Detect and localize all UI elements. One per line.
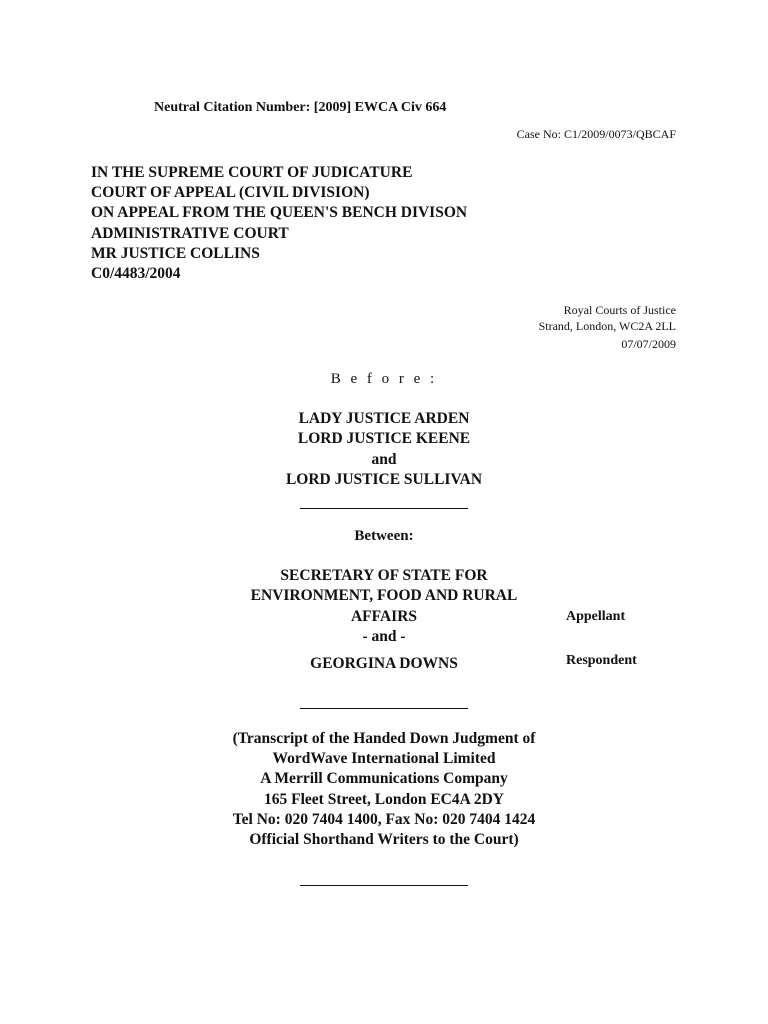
address-line: Royal Courts of Justice bbox=[563, 303, 676, 317]
appellant-name-line: SECRETARY OF STATE FOR bbox=[280, 567, 488, 584]
judge-name: LADY JUSTICE ARDEN bbox=[298, 410, 470, 427]
between-label: Between: bbox=[354, 528, 414, 544]
court-address bbox=[539, 302, 676, 352]
court-line: ADMINISTRATIVE COURT bbox=[91, 224, 289, 242]
before-label: B e f o r e : bbox=[330, 371, 438, 387]
appellant-name-line: ENVIRONMENT, FOOD AND RURAL bbox=[250, 587, 518, 605]
case-number: Case No: C1/2009/0073/QBCAF bbox=[516, 127, 676, 141]
transcript-notice bbox=[184, 729, 584, 850]
court-line: C0/4483/2004 bbox=[91, 265, 181, 283]
court-heading bbox=[91, 163, 467, 284]
divider-line bbox=[300, 708, 468, 709]
and-separator: - and - bbox=[362, 628, 406, 646]
parties-block bbox=[184, 566, 584, 674]
transcript-line: Tel No: 020 7404 1400, Fax No: 020 7404 1424 bbox=[232, 810, 536, 828]
judges-list bbox=[184, 409, 584, 491]
court-line: ON APPEAL FROM THE QUEEN'S BENCH DIVISON bbox=[91, 204, 468, 222]
divider-line bbox=[300, 508, 468, 509]
transcript-line: 165 Fleet Street, London EC4A 2DY bbox=[264, 790, 504, 808]
appellant-role: Appellant bbox=[566, 609, 626, 624]
judges-and: and bbox=[371, 450, 397, 468]
respondent-name: GEORGINA DOWNS bbox=[310, 654, 458, 672]
transcript-line: (Transcript of the Handed Down Judgment of bbox=[232, 730, 536, 747]
judge-name: LORD JUSTICE SULLIVAN bbox=[285, 471, 483, 489]
court-line: COURT OF APPEAL (CIVIL DIVISION) bbox=[91, 184, 370, 202]
respondent-role: Respondent bbox=[566, 653, 637, 668]
divider-line bbox=[300, 885, 468, 886]
transcript-line: WordWave International Limited bbox=[272, 750, 496, 768]
court-line: MR JUSTICE COLLINS bbox=[91, 244, 260, 262]
transcript-line: Official Shorthand Writers to the Court) bbox=[249, 831, 519, 849]
neutral-citation: Neutral Citation Number: [2009] EWCA Civ 664 bbox=[154, 100, 447, 115]
judgment-date: 07/07/2009 bbox=[621, 337, 676, 351]
appellant-name-line: AFFAIRS bbox=[350, 607, 418, 625]
judge-name: LORD JUSTICE KEENE bbox=[297, 430, 471, 448]
transcript-line: A Merrill Communications Company bbox=[260, 770, 508, 788]
court-line: IN THE SUPREME COURT OF JUDICATURE bbox=[91, 164, 413, 181]
address-line: Strand, London, WC2A 2LL bbox=[538, 319, 676, 333]
